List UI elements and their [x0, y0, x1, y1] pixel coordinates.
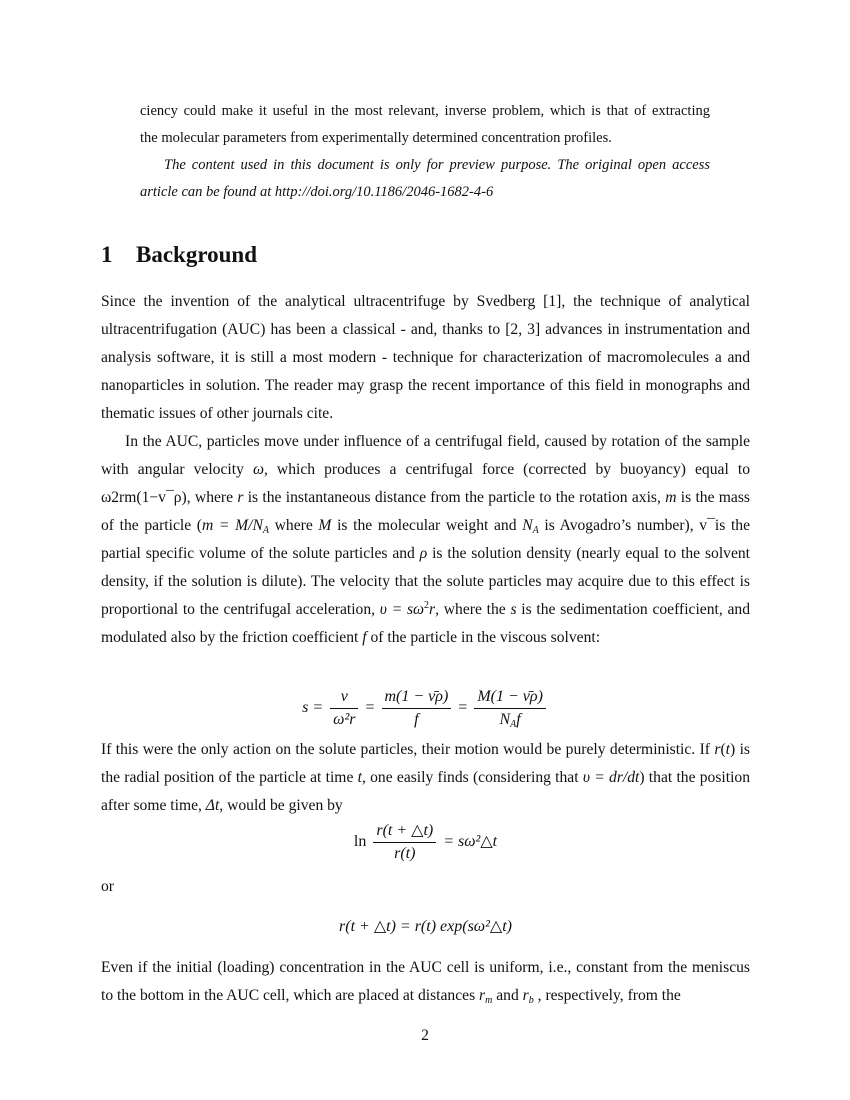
text-run: is the sedimentation coefficient, and modulated also by the friction coefficient	[101, 601, 750, 646]
math-r: r	[714, 741, 721, 758]
math-mass-def: m = M/N	[202, 517, 263, 534]
math-r: r	[479, 987, 486, 1004]
eq-lhs: s =	[302, 699, 324, 717]
math-sup: 2	[424, 600, 430, 611]
eq-sign: =	[458, 699, 468, 717]
math-sub: A	[510, 719, 517, 730]
text-run: , would be given by	[219, 797, 343, 814]
math-rho: ρ	[419, 545, 428, 562]
ln-operator: ln	[353, 833, 367, 851]
equation-sedimentation	[101, 688, 750, 729]
denominator: f	[414, 711, 419, 728]
math-r: r	[429, 601, 436, 618]
math-sub: b	[528, 995, 534, 1006]
math-N: N	[499, 711, 511, 728]
denominator	[474, 709, 546, 729]
intro-paragraph	[140, 98, 710, 206]
text-run: ) is the radial position of the particle at time	[101, 741, 751, 786]
math-sub: m	[485, 995, 493, 1006]
text-run: of the particle in the viscous solvent:	[366, 629, 601, 646]
text-run: Even if the initial (loading) concentration in the AUC cell is uniform, i.e., constant from the meniscus to the bottom in the AUC cell, which are placed at distances	[101, 959, 750, 1004]
math-N: N	[522, 517, 533, 534]
fraction	[474, 688, 546, 729]
text-run: and	[492, 987, 523, 1004]
text-run: ) that the position after some time,	[101, 769, 751, 814]
or-text: or	[101, 878, 114, 895]
section-title: Background	[136, 242, 258, 267]
fraction	[330, 688, 358, 729]
math-velocity: υ = sω	[379, 601, 425, 618]
text-run: , respectively, from the	[533, 987, 681, 1004]
intro-line-2: the molecular parameters from experimentally determined concentration profiles.	[140, 130, 612, 146]
math-sub: A	[262, 525, 269, 536]
numerator: m(1 − ν̄ρ)	[382, 688, 452, 709]
eq-sign: =	[365, 699, 375, 717]
intro-line-1: ciency could make it useful in the most relevant, inverse problem, which is that of extracting	[140, 103, 710, 119]
fraction	[373, 822, 436, 863]
math-sub: A	[532, 525, 539, 536]
math-t: t	[357, 769, 362, 786]
equation-position: r(t + △t) = r(t) exp(sω²△t)	[339, 918, 512, 935]
math-delta-t: Δt	[205, 797, 220, 814]
page-number: 2	[421, 1027, 429, 1044]
math-f: f	[362, 629, 367, 646]
text-run: , which produces a centrifugal force (corrected by buoyancy) equal to ω2rm(1−v¯ρ), where	[101, 461, 750, 506]
text-run: is the molecular weight and	[331, 517, 523, 534]
preview-note: The content used in this document is only for preview purpose. The original open access article can be found at http://doi.org/10.1186/2046-1682-4-6	[140, 157, 710, 200]
math-r: r	[237, 489, 244, 506]
fraction	[382, 688, 452, 729]
text-run: , where the	[435, 601, 511, 618]
text-run: is the solution density (nearly equal to the solvent density, if the solution is dilute). The velocity that the solute particles may acquire due to this effect is proportional to the centrifugal acceleration,	[101, 545, 750, 618]
text-run: , one easily finds (considering that	[361, 769, 583, 786]
numerator: M(1 − ν̄ρ)	[474, 688, 546, 709]
math-t: t	[725, 741, 731, 758]
math-s: s	[510, 601, 517, 618]
math-r: r	[522, 987, 529, 1004]
paragraph-4	[101, 954, 750, 1010]
paragraph-3	[101, 736, 750, 820]
numerator: ν	[330, 688, 358, 709]
math-velocity-def: υ = dr/dt	[582, 769, 640, 786]
eq-rhs: = sω²△t	[443, 833, 498, 851]
text-run: If this were the only action on the solute particles, their motion would be purely deterministic. If	[101, 741, 715, 758]
text-run: is Avogadro’s number), v¯is the partial specific volume of the solute particles and	[101, 517, 750, 562]
math-omega: ω	[252, 461, 264, 478]
paragraph-1: Since the invention of the analytical ultracentrifuge by Svedberg [1], the technique of analytical ultracentrifugation (AUC) has been a classical - and, thanks to [2, 3] advances in instrumentation and analysis software, it is still a most modern - technique for characterization of macromolecules a and nanoparticles in solution. The reader may grasp the recent importance of this field in monographs and thematic issues of other journals cite.	[101, 293, 750, 422]
denominator: ω²r	[333, 711, 356, 728]
denominator: r(t)	[394, 845, 416, 862]
text-run: In the AUC, particles move under influence of a centrifugal field, caused by rotation of the sample with angular velocity	[101, 433, 750, 478]
section-number: 1	[101, 242, 113, 267]
equation-log-ratio	[101, 822, 750, 863]
text-run: is the mass of the particle (	[101, 489, 750, 534]
text-run: where	[268, 517, 319, 534]
paragraph-2	[101, 428, 750, 652]
math-m: m	[665, 489, 677, 506]
text-run: (	[720, 741, 726, 758]
math-M: M	[318, 517, 332, 534]
section-heading	[101, 238, 257, 272]
math-f: f	[516, 711, 521, 728]
text-run: is the instantaneous distance from the particle to the rotation axis,	[243, 489, 666, 506]
numerator: r(t + △t)	[373, 822, 436, 843]
